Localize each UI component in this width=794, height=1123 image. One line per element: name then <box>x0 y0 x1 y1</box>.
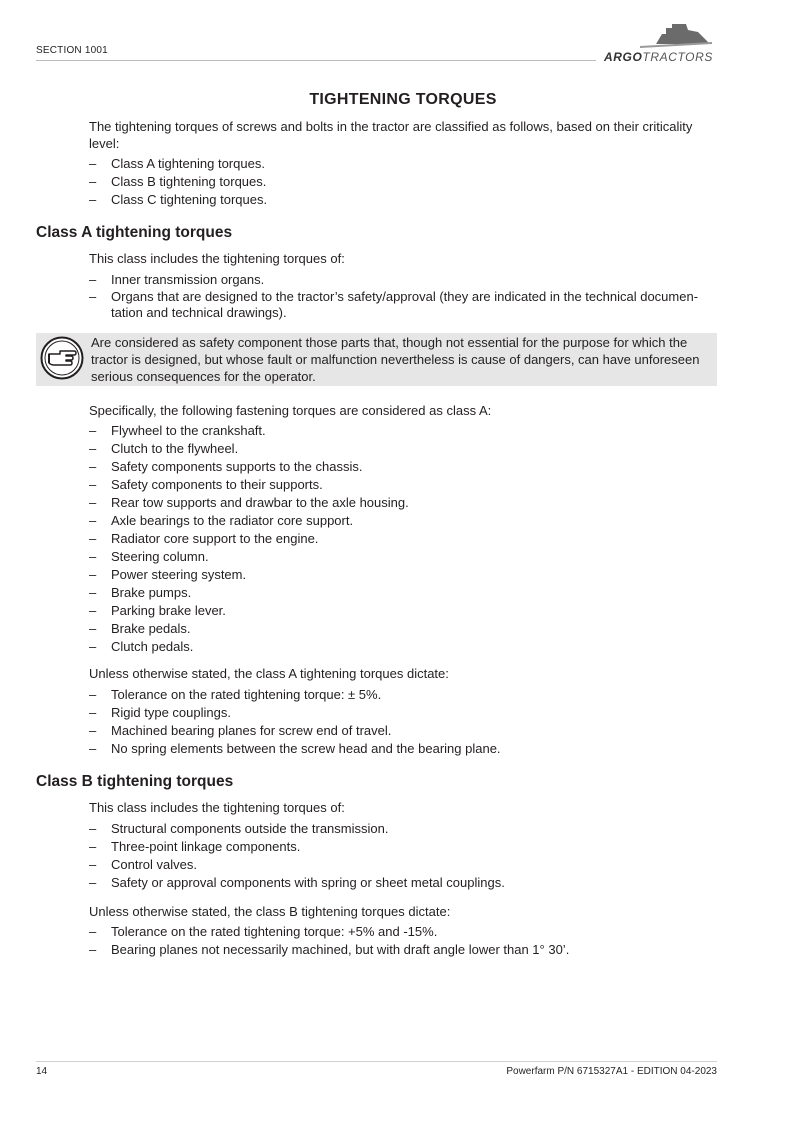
list-item: – No spring elements between the screw head and the bearing plane. <box>89 740 719 758</box>
list-item: – Safety components supports to the chassis. <box>89 458 719 476</box>
safety-note-text: Are considered as safety component those parts that, though not essential for the purpose for which the tractor is designed, but whose fault or malfunction nevertheless is cause of dangers, can have unforeseen serious consequences for the operator. <box>91 335 700 384</box>
list-item: – Organs that are designed to the tractor’s safety/approval (they are indicated in the technical documentation and technical drawings). <box>89 289 719 321</box>
class-a-specific-text: Specifically, the following fastening torques are considered as class A: <box>89 403 492 418</box>
class-a-heading: Class A tightening torques <box>36 224 233 241</box>
pointing-hand-icon <box>40 336 84 380</box>
list-item: – Radiator core support to the engine. <box>89 530 719 548</box>
list-item: – Brake pumps. <box>89 584 719 602</box>
list-item: – Power steering system. <box>89 566 719 584</box>
class-a-specific-list <box>89 422 719 656</box>
list-item: – Class A tightening torques. <box>89 155 719 173</box>
safety-note-box <box>36 333 717 386</box>
brand-logo <box>600 22 720 66</box>
list-item: – Control valves. <box>89 856 719 874</box>
tractor-silhouette-icon <box>640 22 712 48</box>
list-item: – Safety components to their supports. <box>89 476 719 494</box>
list-item: – Class C tightening torques. <box>89 191 719 209</box>
page-title: TIGHTENING TORQUES <box>309 91 497 108</box>
class-b-heading: Class B tightening torques <box>36 773 234 790</box>
edition-label: Powerfarm P/N 6715327A1 - EDITION 04-2023 <box>506 1066 717 1077</box>
brand-wordmark: ARGOTRACTORS <box>604 50 713 64</box>
list-item: – Bearing planes not necessarily machined, but with draft angle lower than 1° 30’. <box>89 941 719 959</box>
class-list <box>89 155 719 209</box>
list-item: – Parking brake lever. <box>89 602 719 620</box>
header-divider <box>36 60 596 61</box>
class-a-dictate-text: Unless otherwise stated, the class A tightening torques dictate: <box>89 666 449 681</box>
list-item: – Brake pedals. <box>89 620 719 638</box>
list-item: – Three-point linkage components. <box>89 838 719 856</box>
list-item: – Steering column. <box>89 548 719 566</box>
list-item: – Rear tow supports and drawbar to the axle housing. <box>89 494 719 512</box>
class-b-includes-list <box>89 820 719 892</box>
list-item: – Rigid type couplings. <box>89 704 719 722</box>
list-item: – Clutch to the flywheel. <box>89 440 719 458</box>
list-item: – Class B tightening torques. <box>89 173 719 191</box>
footer-divider <box>36 1061 717 1062</box>
list-item: – Clutch pedals. <box>89 638 719 656</box>
class-a-includes-text: This class includes the tightening torques of: <box>89 251 345 266</box>
list-item: – Safety or approval components with spring or sheet metal couplings. <box>89 874 719 892</box>
page-number: 14 <box>36 1066 48 1077</box>
intro-paragraph: The tightening torques of screws and bolts in the tractor are classified as follows, based on their criticality level: <box>89 119 693 151</box>
section-label: SECTION 1001 <box>36 45 108 56</box>
class-b-includes-text: This class includes the tightening torques of: <box>89 800 345 815</box>
class-a-dictate-list <box>89 686 719 758</box>
class-a-includes-list <box>89 271 719 323</box>
list-item: – Flywheel to the crankshaft. <box>89 422 719 440</box>
class-b-dictate-text: Unless otherwise stated, the class B tightening torques dictate: <box>89 904 451 919</box>
list-item: – Inner transmission organs. <box>89 271 719 289</box>
list-item: – Tolerance on the rated tightening torque: ± 5%. <box>89 686 719 704</box>
list-item: – Axle bearings to the radiator core support. <box>89 512 719 530</box>
list-item: – Tolerance on the rated tightening torque: +5% and -15%. <box>89 923 719 941</box>
list-item: – Machined bearing planes for screw end of travel. <box>89 722 719 740</box>
class-b-dictate-list <box>89 923 719 959</box>
list-item: – Structural components outside the transmission. <box>89 820 719 838</box>
